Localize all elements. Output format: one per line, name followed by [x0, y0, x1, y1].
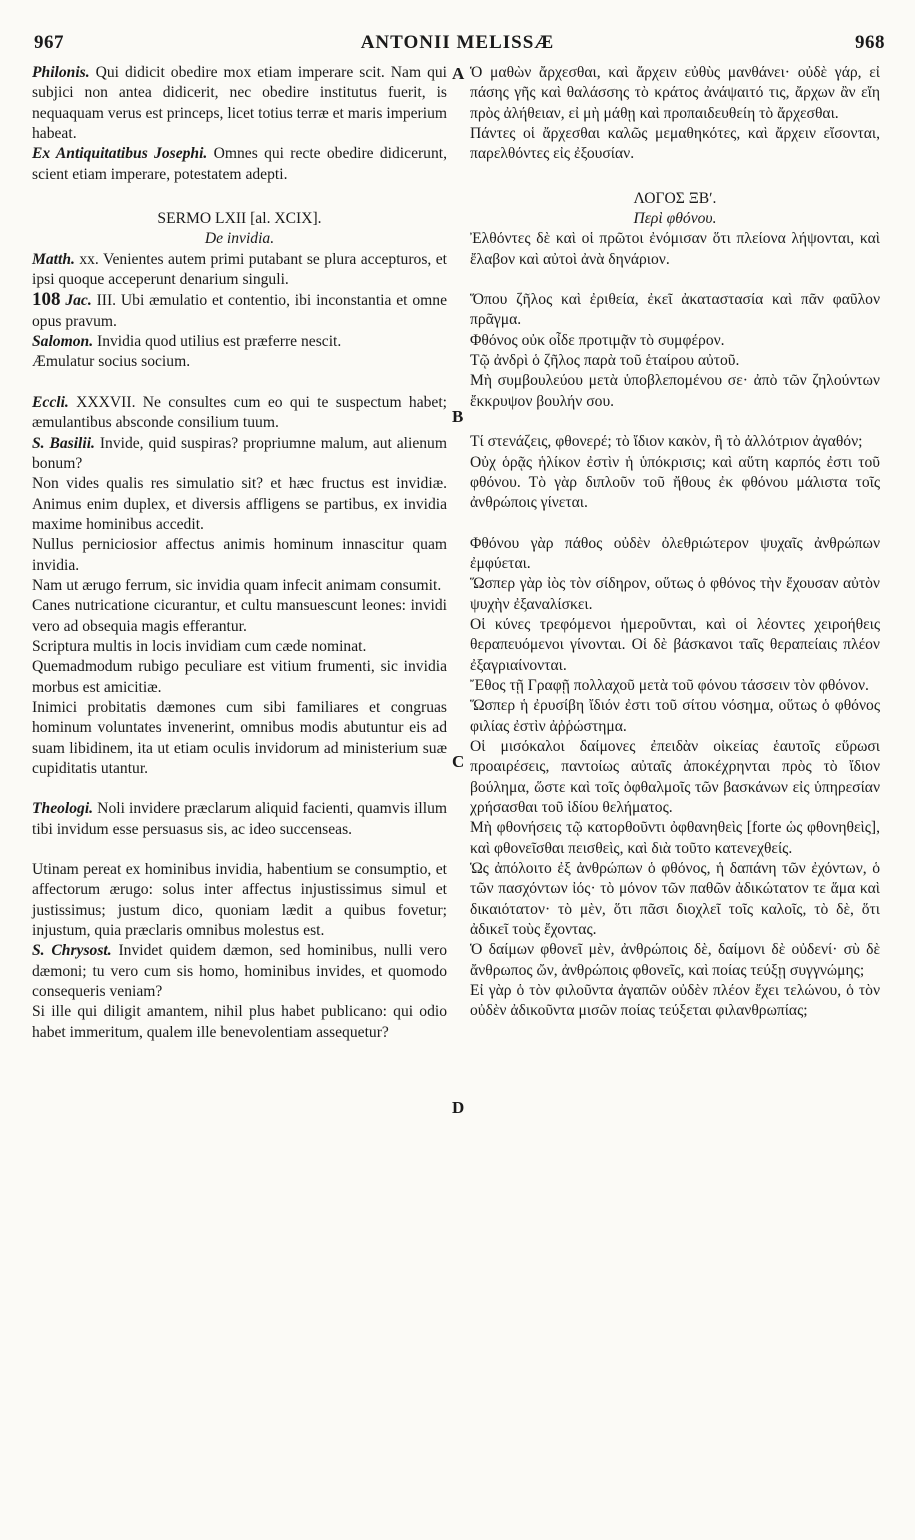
paragraph [470, 676, 880, 696]
running-title: ANTONII MELISSÆ [360, 32, 555, 53]
paragraph [32, 290, 447, 332]
source-label: Philonis. [32, 64, 90, 81]
paragraph-text: Æmulatur socius socium. [32, 353, 191, 371]
margin-letter-d: D [452, 1098, 465, 1117]
paragraph [470, 290, 880, 331]
greek-block-2 [470, 229, 880, 270]
paragraph [32, 63, 447, 144]
paragraph-text: Πάντες οἱ ἄρχεσθαι καλῶς μεμαθηκότες, καὶ ἄρχειν εἴσονται, παρελθόντες εἰς ἐξουσίαν. [470, 125, 880, 163]
source-label: Eccli. [32, 393, 69, 411]
paragraph-text: Οἱ μισόκαλοι δαίμονες ἐπειδὰν οἰκείας ἑαυτοῖς εὕρωσι προαιρέσεις, παντοίως αὐταῖς ἀποκέχρηνται πρὸς τὸ ἴδιον βούλημα, ὥστε καὶ τοῖς ὀφθαλμοῖς τῶν βασκάνων εἰς ὑπηρεσίαν χρήσασθαι τοῦ ἰδίου θελήματος. [470, 737, 880, 816]
paragraph [470, 859, 880, 940]
source-label: Matth. [32, 250, 75, 268]
latin-block-6 [32, 799, 447, 840]
paragraph-text: Μὴ συμβουλεύου μετὰ ὑποβλεπομένου σε· ἀπὸ τῶν ζηλούντων ἔκκρυψον βουλήν σου. [470, 372, 880, 410]
paragraph [32, 352, 447, 372]
margin-letter-b: B [452, 407, 464, 426]
greek-section-title: ΛΟΓΟΣ ΞΒʹ. [633, 189, 717, 207]
paragraph [470, 331, 880, 351]
paragraph [32, 860, 447, 941]
latin-block-1 [32, 63, 447, 185]
paragraph-text: Scriptura multis in locis invidiam cum cæde nominat. [32, 637, 367, 655]
latin-block-7 [32, 860, 447, 1043]
paragraph [470, 574, 880, 615]
paragraph [32, 250, 447, 291]
paragraph-text: III. Ubi æmulatio et contentio, ibi inconstantia et omne opus pravum. [32, 292, 447, 330]
paragraph [470, 453, 880, 514]
paragraph-text: Ἐλθόντες δὲ καὶ οἱ πρῶτοι ἐνόμισαν ὅτι πλείονα λήψονται, καὶ ἔλαβον καὶ αὐτοὶ ἀνὰ δηνάριον. [470, 230, 880, 268]
paragraph [470, 124, 880, 165]
paragraph [470, 371, 880, 412]
paragraph-text: Qui didicit obedire mox etiam imperare scit. Nam qui subjici non antea didicerit, nec obedire institutus fuerit, is nequaquam verus est princeps, licet totius terræ et maris imperium habeat. [32, 64, 447, 143]
latin-block-4 [32, 393, 447, 434]
latin-block-3 [32, 290, 447, 372]
paragraph-text: Nam ut ærugo ferrum, sic invidia quam infecit animam consumit. [32, 576, 442, 594]
paragraph [32, 637, 447, 657]
paragraph-text: Nullus perniciosior affectus animis hominum innascitur quam invidia. [32, 536, 447, 574]
latin-section-title: SERMO LXII [al. XCIX]. [157, 210, 322, 228]
paragraph-text: xx. Venientes autem primi putabant se plura accepturos, et ipsi quoque acceperunt denarium singuli. [32, 250, 447, 289]
paragraph [470, 981, 880, 1022]
paragraph [32, 596, 447, 637]
paragraph [470, 229, 880, 270]
paragraph [32, 576, 447, 596]
greek-column [470, 63, 880, 1022]
paragraph-text: Non vides qualis res simulatio sit? et hæc fructus est invidiæ. Animus enim duplex, et diversis affligens se partibus, ex invidia maxime hominibus accedit. [32, 475, 447, 533]
paragraph-text: Τῷ ἀνδρὶ ὁ ζῆλος παρὰ τοῦ ἑταίρου αὐτοῦ. [470, 352, 740, 370]
paragraph [470, 534, 880, 575]
paragraph-text: Quemadmodum rubigo peculiare est vitium frumenti, sic invidia morbus est amicitiæ. [32, 658, 447, 696]
paragraph-text: Ὅπου ζῆλος καὶ ἐριθεία, ἐκεῖ ἀκαταστασία καὶ πᾶν φαῦλον πρᾶγμα. [470, 291, 880, 329]
paragraph [32, 1002, 447, 1043]
paragraph-text: Ὥσπερ γὰρ ἰὸς τὸν σίδηρον, οὕτως ὁ φθόνος τὴν ἔχουσαν αὐτὸν ψυχὴν ἐξαναλίσκει. [470, 575, 880, 613]
latin-column [32, 63, 447, 1043]
paragraph-text: Invidia quod utilius est præferre nescit. [93, 333, 342, 351]
paragraph-text: Φθόνος οὐκ οἶδε προτιμᾷν τὸ συμφέρον. [470, 331, 725, 349]
paragraph [32, 434, 447, 475]
paragraph-text: Omnes qui recte obedire didicerunt, scient etiam imperare, potestatem adepti. [32, 145, 448, 183]
source-label: Jac. [65, 292, 92, 310]
paragraph [470, 351, 880, 371]
greek-section-subtitle: Περὶ φθόνου. [633, 210, 717, 228]
latin-section-subtitle: De invidia. [204, 230, 275, 248]
greek-block-5 [470, 432, 880, 513]
paragraph-text: Οἱ κύνες τρεφόμενοι ἡμεροῦνται, καὶ οἱ λέοντες χειροήθεις θεραπευόμενοι γίνονται. Οἱ δὲ βάσκανοι ταῖς θεραπείαις πλέον ἐξαγριαίνονται. [470, 615, 880, 674]
source-label: Salomon. [32, 333, 94, 351]
paragraph-text: Ἔθος τῇ Γραφῇ πολλαχοῦ μετὰ τοῦ φόνου τάσσειν τὸν φθόνον. [470, 676, 869, 694]
paragraph [32, 657, 447, 698]
paragraph [470, 696, 880, 737]
source-label: S. Basilii. [32, 434, 95, 452]
paragraph-text: Ὁ μαθὼν ἄρχεσθαι, καὶ ἄρχειν εὐθὺς μανθάνει· οὐδὲ γάρ, εἰ πάσης γῆς καὶ θαλάσσης τὸ κράτος ἀνάψαιτό τις, ἄρχων ἂν εἴη πρὸς ἀλήθειαν, εἰ μὴ μάθῃ καὶ προπαιδευθείη τὸ ἄρχεσθαι. [470, 64, 880, 122]
paragraph [470, 615, 880, 676]
page-number-right: 968 [855, 32, 885, 53]
paragraph-text: Ὁ δαίμων φθονεῖ μὲν, ἀνθρώποις δὲ, δαίμονι δὲ οὐδενί· σὺ δὲ ἄνθρωπος ὤν, ἀνθρώποις φθονεῖς, καὶ ποίας τεύξῃ συγγνώμης; [470, 941, 880, 979]
paragraph-text: Invide, quid suspiras? propriumne malum, aut alienum bonum? [32, 434, 447, 472]
greek-block-3 [470, 290, 880, 371]
greek-block-6 [470, 534, 880, 1022]
greek-block-1 [470, 63, 880, 165]
paragraph [470, 818, 880, 859]
paragraph [32, 941, 447, 1002]
paragraph [32, 474, 447, 535]
column-number: 108 [32, 289, 61, 311]
paragraph-text: Τί στενάζεις, φθονερέ; τὸ ἴδιον κακὸν, ἢ τὸ ἀλλότριον ἀγαθόν; [470, 433, 863, 451]
greek-block-4 [470, 371, 880, 412]
paragraph-text: XXXVII. Ne consultes cum eo qui te suspectum habet; æmulantibus absconde consilium tuum. [32, 393, 447, 432]
paragraph-text: Οὐχ ὁρᾷς ἡλίκον ἐστὶν ἡ ὑπόκρισις; καὶ αὕτη καρπός ἐστι τοῦ φθόνου. Τὸ γὰρ διπλοῦν τοῦ ἤθους ἐκ φθόνου μάλιστα τοῖς ἀνθρώποις γίνεται. [470, 453, 880, 512]
paragraph [470, 737, 880, 818]
paragraph-text: Ὡς ἀπόλοιτο ἐξ ἀνθρώπων ὁ φθόνος, ἡ δαπάνη τῶν ἐχόντων, ὁ τῶν πασχόντων ἰός· τὸ μόνον τῶν παθῶν ἀδικώτατον τε ἅμα καὶ δικαιότατον· τὸ μὲν, ὅτι πᾶσι διοχλεῖ τοῖς καλοῖς, τὸ δὲ, ὅτι ἀδικεῖ τοὺς ἔχοντας. [470, 860, 880, 939]
paragraph-text: Utinam pereat ex hominibus invidia, habentium se consumptio, et affectorum ærugo: solus inter affectus injustissimus simul et justissimus; justum dico, quoniam lædit a quibus fovetur; injustum, quia præclaris omnibus molestus est. [32, 861, 447, 940]
paragraph-text: Εἰ γὰρ ὁ τὸν φιλοῦντα ἀγαπῶν οὐδὲν πλέον ἔχει τελώνου, ὁ τὸν οὐδὲν ἀδικοῦντα μισῶν ποίας τεύξεται φιλανθρωπίας; [470, 982, 880, 1020]
paragraph-text: Inimici probitatis dæmones cum sibi familiares et congruas hominum voluntates invenerint, omnibus modis abutuntur eis ad suam libidinem, ita ut etiam oculis invidorum ad ministerium suæ cupiditatis utantur. [32, 698, 447, 777]
latin-block-2 [32, 250, 447, 291]
page-number-left: 967 [34, 32, 64, 53]
paragraph [470, 940, 880, 981]
paragraph-text: Noli invidere præclarum aliquid facienti, quamvis illum tibi invidum esse persuasus sis, ac ideo succenseas. [32, 800, 447, 838]
paragraph-text: Φθόνου γὰρ πάθος οὐδὲν ὀλεθριώτερον ψυχαῖς ἀνθρώπων ἐμφύεται. [470, 534, 880, 572]
paragraph [470, 432, 880, 452]
paragraph [32, 332, 447, 352]
paragraph-text: Si ille qui diligit amantem, nihil plus habet publicano: qui odio habet immeritum, qualem ille benevolentiam assequetur? [32, 1003, 447, 1041]
source-label: Theologi. [32, 800, 94, 818]
latin-block-5 [32, 434, 447, 780]
paragraph-text: Ὥσπερ ἡ ἐρυσίβη ἴδιόν ἐστι τοῦ σίτου νόσημα, οὕτως ὁ φθόνος φιλίας ἐστὶν ἀῤῥώστημα. [470, 697, 880, 735]
source-label: Ex Antiquitatibus Josephi. [32, 145, 208, 163]
paragraph [470, 63, 880, 124]
margin-letter-a: A [452, 64, 465, 83]
paragraph [32, 799, 447, 840]
paragraph [32, 393, 447, 434]
margin-letter-c: C [452, 752, 465, 771]
paragraph [32, 144, 447, 185]
paragraph [32, 535, 447, 576]
paragraph-text: Canes nutricatione cicurantur, et cultu mansuescunt leones: invidi vero ad obsequia magis efferantur. [32, 597, 447, 635]
source-label: S. Chrysost. [32, 942, 112, 960]
paragraph [32, 698, 447, 779]
paragraph-text: Invidet quidem dæmon, sed hominibus, nulli vero dæmoni; tu vero cum sis homo, hominibus invides, et quomodo consequeris veniam? [32, 942, 447, 1001]
paragraph-text: Μὴ φθονήσεις τῷ κατορθοῦντι ὀφθανηθεὶς [forte ὡς φθονηθεὶς], καὶ φθονεῖσθαι πεισθεὶς, καὶ διὰ τοῦτο κατενεχθείς. [470, 819, 880, 857]
